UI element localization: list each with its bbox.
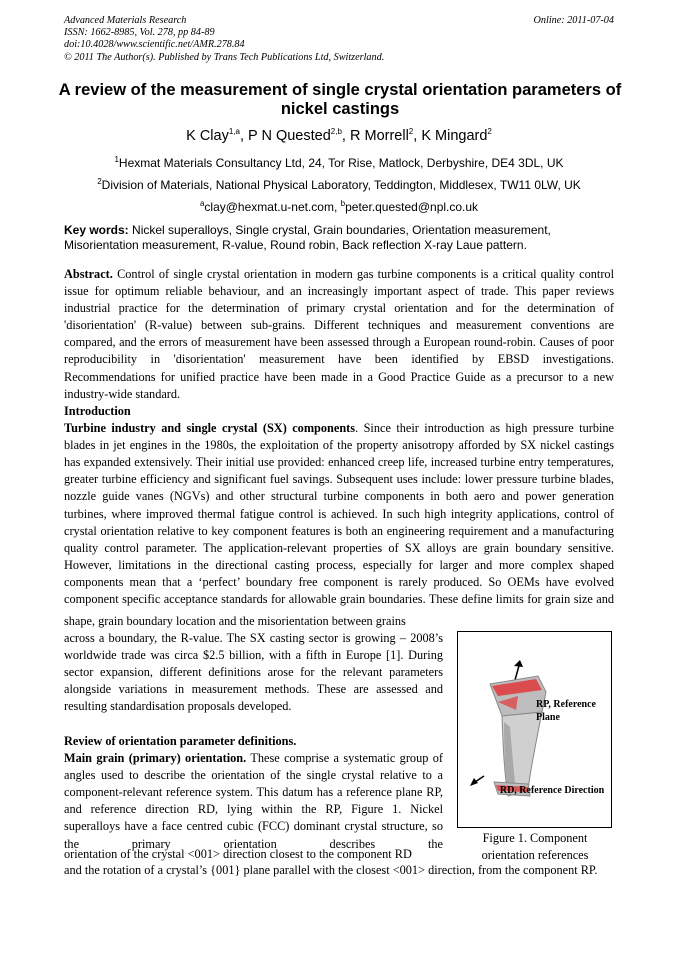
intro-line-end: shape, grain boundary location and the misorientation between grains [64, 614, 406, 628]
author-name: K Clay [186, 128, 229, 144]
section-heading: Introduction [64, 404, 131, 418]
journal-name: Advanced Materials Research [64, 15, 187, 26]
abstract [64, 266, 614, 403]
email-link[interactable]: clay@hexmat.u-net.com, [204, 200, 338, 214]
abstract-text: Control of single crystal orientation in modern gas turbine components is a critical quality control issue for optimum reliable behaviour, and an increasingly important aspect of trade. This paper reviews industrial practice for the determination of primary crystal orientation and for the determination of 'disorientation' (R-value) between sub-grains. Different techniques and measurement conventions are compared, and the errors of measurement have been assessed through a European round-robin. Causes of poor reproducibility in 'disorientation' measurement have been identified by EBSD investigations. Recommendations for unified practice have been made in a Good Practice Guide as a precursor to a new industry-wide standard. [64, 267, 614, 401]
doi-line: doi:10.4028/www.scientific.net/AMR.278.84 [64, 39, 245, 51]
rp-label: RP, Reference Plane [536, 699, 596, 723]
online-date: Online: 2011-07-04 [533, 15, 614, 26]
affiliation-2: $^2$Division of Materials, National Physical Laboratory, Teddington, Middlesex, TW11 0LW, UK [97, 177, 581, 192]
keywords-label: Key words: [64, 223, 129, 237]
subsection-heading: Turbine industry and single crystal (SX) components [64, 421, 356, 436]
rd-arrow-icon [470, 776, 484, 786]
email-link[interactable]: peter.quested@npl.co.uk [345, 200, 479, 214]
review-paragraph: These comprise a systematic group of angles used to describe the orientation of the single crystal relative to a component-relevant reference system. This datum has a reference plane RP, and reference direction RD, lying within the RP, Figure 1. Nickel superalloys have a face centred cubic (FCC) dominant crystal structure, so the primary orientation describes the [64, 751, 443, 851]
keywords-text: Nickel superalloys, Single crystal, Grain boundaries, Orientation measurement, Misorientation measurement, R-value, Round robin, Back reflection X-ray Laue pattern. [64, 223, 551, 252]
author-list: K Clay$^{1,a}$, P N Quested$^{2,b}$, R Morrell$^2$, K Mingard$^2$ [186, 127, 492, 144]
review-tail: and the rotation of a crystal’s {001} plane parallel with the closest <001> direction, from the component RP. [64, 863, 598, 877]
author-sup: 2 [408, 127, 414, 137]
intro-paragraph-2: across a boundary, the R-value. The SX casting sector is growing – 2008’s worldwide trade was circa $2.5 billion, with a fifth in Europe [1]. During sector expansion, different definitions arose for the relevant parameters alongside variations in measurement methods. These are assessed and resulting standardisation proposals developed. [64, 631, 443, 714]
author-sup: 2,b [330, 127, 342, 137]
rp-arrow-icon [514, 660, 523, 680]
affiliation-1: $^1$Hexmat Materials Consultancy Ltd, 24, Tor Rise, Matlock, Derbyshire, DE4 3DL, UK [114, 155, 564, 170]
keywords [64, 223, 616, 252]
rd-label: RD, Reference Direction [499, 785, 605, 796]
turbine-blade-diagram [458, 632, 611, 827]
author-name: K Mingard [421, 128, 488, 144]
copyright-line: © 2011 The Author(s). Published by Trans Tech Publications Ltd, Switzerland. [64, 51, 385, 63]
author-sup: 1,a [228, 127, 240, 137]
author-name: P N Quested [248, 128, 331, 144]
author-name: R Morrell [349, 128, 409, 144]
figure-1 [457, 631, 612, 828]
turbine-blade-icon [490, 676, 546, 796]
section-heading: Review of orientation parameter definitions. [64, 734, 297, 748]
author-sup: 2 [487, 127, 492, 137]
review-line: orientation of the crystal <001> direction closest to the component RD [64, 847, 412, 861]
review-section [64, 733, 443, 853]
figure-caption: Figure 1. Component orientation references [481, 831, 589, 862]
paper-title: A review of the measurement of single crystal orientation parameters of nickel castings [58, 81, 622, 118]
subsection-heading: Main grain (primary) orientation. [64, 751, 247, 766]
intro-paragraph: . Since their introduction as high pressure turbine blades in jet engines in the 1980s, the exploitation of the property anisotropy afforded by SX nickel castings has expanded extensively. Their initial use provided: enhanced creep life, increased turbine entry temperatures, greater turbine efficiency and significant fuel savings. Subsequent uses include: lower pressure turbine blades, nozzle guide vanes (NGVs) and other structural turbine components in both aero and power generation turbines, where improved thermal fatigue control is achieved. In such high integrity applications, control of crystal orientation relative to key component features is both an engineering requirement and a manufacturing quality control parameter. The application-relevant properties of SX alloys are grain boundary sensitive. However, limitations in the directional casting process, especially for larger and more complex shaped components mean that a ‘perfect’ boundary free component is rarely produced. So OEMs have evolved component specific acceptance standards for allowable grain boundaries. These define limits for grain size and [64, 421, 615, 607]
abstract-label: Abstract. [64, 267, 113, 281]
issn-line: ISSN: 1662-8985, Vol. 278, pp 84-89 [64, 27, 215, 39]
introduction-section [64, 403, 614, 608]
email-line: $^a$clay@hexmat.u-net.com, $^b$peter.quested@npl.co.uk [199, 199, 479, 214]
